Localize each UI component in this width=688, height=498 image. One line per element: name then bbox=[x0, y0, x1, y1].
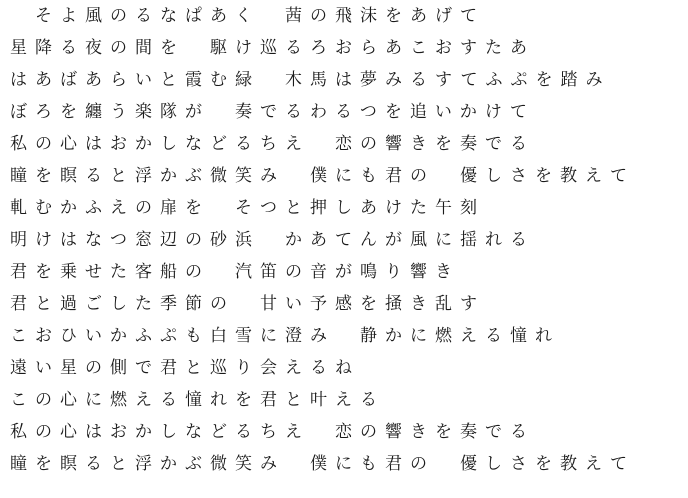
lyric-line-1: そよ風のるなぱあく 茜の飛沫をあげて bbox=[10, 6, 485, 26]
lyric-line-6: 瞳を瞑ると浮かぶ微笑み 僕にも君の 優しさを教えて bbox=[10, 166, 635, 186]
lyric-line-4: ぼろを纏う楽隊が 奏でるわるつを追いかけて bbox=[10, 102, 535, 122]
lyric-line-10: 君と過ごした季節の 甘い予感を掻き乱す bbox=[10, 294, 485, 314]
lyric-line-12: 遠い星の側で君と巡り会えるね bbox=[10, 358, 360, 378]
lyric-line-2: 星降る夜の間を 駆け巡るろおらあこおすたあ bbox=[10, 38, 535, 58]
lyric-line-13: この心に燃える憧れを君と叶える bbox=[10, 390, 385, 410]
lyric-line-3: はあばあらいと霞む緑 木馬は夢みるすてふぷを踏み bbox=[10, 70, 611, 90]
lyrics-text bbox=[10, 0, 688, 480]
lyric-line-15: 瞳を瞑ると浮かぶ微笑み 僕にも君の 優しさを教えて bbox=[10, 454, 635, 474]
lyric-line-8: 明けはなつ窓辺の砂浜 かあてんが風に揺れる bbox=[10, 230, 535, 250]
lyric-line-7: 軋むかふえの扉を そつと押しあけた午刻 bbox=[10, 198, 485, 218]
lyric-line-9: 君を乗せた客船の 汽笛の音が鳴り響き bbox=[10, 262, 460, 282]
lyric-line-14: 私の心はおかしなどるちえ 恋の響きを奏でる bbox=[10, 422, 535, 442]
lyric-line-11: こおひいかふぷも白雪に澄み 静かに燃える憧れ bbox=[10, 326, 560, 346]
lyric-line-5: 私の心はおかしなどるちえ 恋の響きを奏でる bbox=[10, 134, 535, 154]
